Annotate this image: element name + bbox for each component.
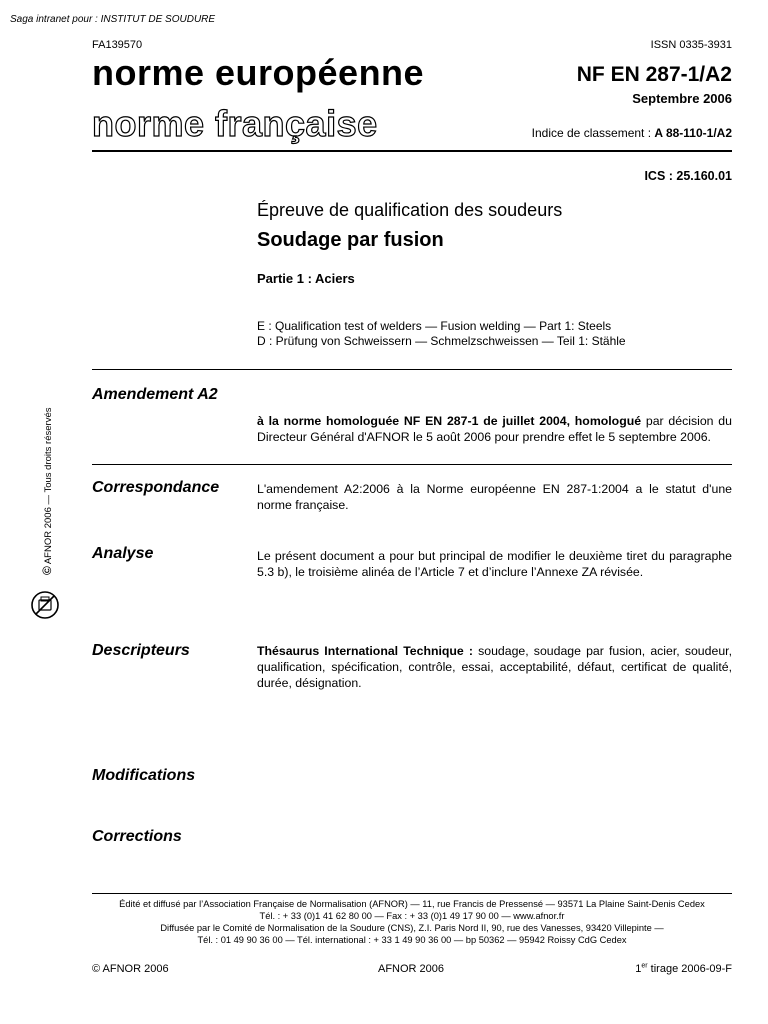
german-title: D : Prüfung von Schweissern — Schmelzschweissen — Teil 1: Stähle (257, 334, 626, 348)
sidebar-copyright (40, 375, 54, 575)
ics-code: ICS : 25.160.01 (644, 169, 732, 183)
issn: ISSN 0335-3931 (650, 39, 732, 51)
section-divider (92, 464, 732, 465)
footer-contact: Tél. : + 33 (0)1 41 62 80 00 — Fax : + 33 (0)1 49 17 90 00 — www.afnor.fr (259, 911, 565, 921)
classement-index (532, 126, 732, 140)
descripteurs-bold: Thésaurus International Technique : (257, 644, 473, 658)
document-reference: FA139570 (92, 39, 143, 51)
footer-distributor: Diffusée par le Comité de Normalisation de la Soudure (CNS), Z.I. Paris Nord II, 90, rue des Vanesses, 93420 Villepinte — (160, 923, 664, 933)
correspondance-text: L'amendement A2:2006 à la Norme européenne EN 287-1:2004 a le statut d'une norme française. (257, 482, 732, 512)
document-subtitle: Soudage par fusion (257, 229, 444, 251)
section-divider (92, 369, 732, 370)
sidebar-copyright-text: AFNOR 2006 — Tous droits réservés (43, 407, 54, 565)
descripteurs-heading: Descripteurs (92, 642, 190, 659)
classement-value: A 88-110-1/A2 (654, 126, 732, 140)
descripteurs-rest: soudage, soudage par fusion, acier, soudeur, qualification, spécification, contrôle, essai, acceptabilité, défaut, certificat de qualité, durée, désignation. (257, 644, 732, 690)
footer-center: AFNOR 2006 (378, 963, 445, 975)
document-part: Partie 1 : Aciers (257, 271, 355, 286)
classement-label: Indice de classement : (531, 126, 655, 140)
tirage-number: 1 (635, 963, 642, 975)
standard-number: NF EN 287-1/A2 (576, 63, 732, 86)
descripteurs-text (257, 643, 732, 691)
analyse-heading: Analyse (92, 545, 154, 562)
amendement-text (257, 413, 732, 445)
corrections-heading: Corrections (92, 828, 182, 845)
standard-date: Septembre 2006 (632, 91, 732, 106)
footer-tirage (635, 963, 732, 975)
footer-divider (92, 893, 732, 894)
document-title: Épreuve de qualification des soudeurs (257, 200, 563, 220)
amendement-heading: Amendement A2 (92, 386, 218, 403)
analyse-text: Le présent document a pour but principal de modifier le deuxième tiret du paragraphe 5.3 b), le troisième alinéa de l’Article 7 et d’inclure l’Annexe ZA révisée. (257, 549, 732, 579)
title-norme-europeenne: norme européenne (92, 52, 425, 93)
amendement-bold: à la norme homologuée NF EN 287-1 de juillet 2004, homologué (257, 414, 642, 428)
correspondance-heading: Correspondance (92, 479, 220, 496)
footer-distributor-contact: Tél. : 01 49 90 36 00 — Tél. international : + 33 1 49 90 36 00 — bp 50362 — 95942 Roissy CdG Cedex (197, 935, 627, 945)
tirage-text: tirage 2006-09-F (647, 963, 732, 975)
header-divider (92, 150, 732, 152)
footer-copyright: © AFNOR 2006 (92, 963, 169, 975)
no-photocopy-icon (30, 590, 60, 620)
tirage-superscript: er (641, 962, 648, 970)
title-norme-francaise: norme française (92, 103, 378, 144)
modifications-heading: Modifications (92, 767, 196, 784)
intranet-label: Saga intranet pour : INSTITUT DE SOUDURE (10, 14, 216, 25)
amendement-rest: par décision du Directeur Général d'AFNOR le 5 août 2006 pour prendre effet le 5 septembre 2006. (257, 414, 732, 444)
english-title: E : Qualification test of welders — Fusion welding — Part 1: Steels (257, 319, 612, 333)
footer-publisher: Édité et diffusé par l’Association Française de Normalisation (AFNOR) — 11, rue Francis de Pressensé — 93571 La Plaine Saint-Denis Cedex (119, 899, 705, 909)
copyright-icon: © (40, 566, 54, 575)
